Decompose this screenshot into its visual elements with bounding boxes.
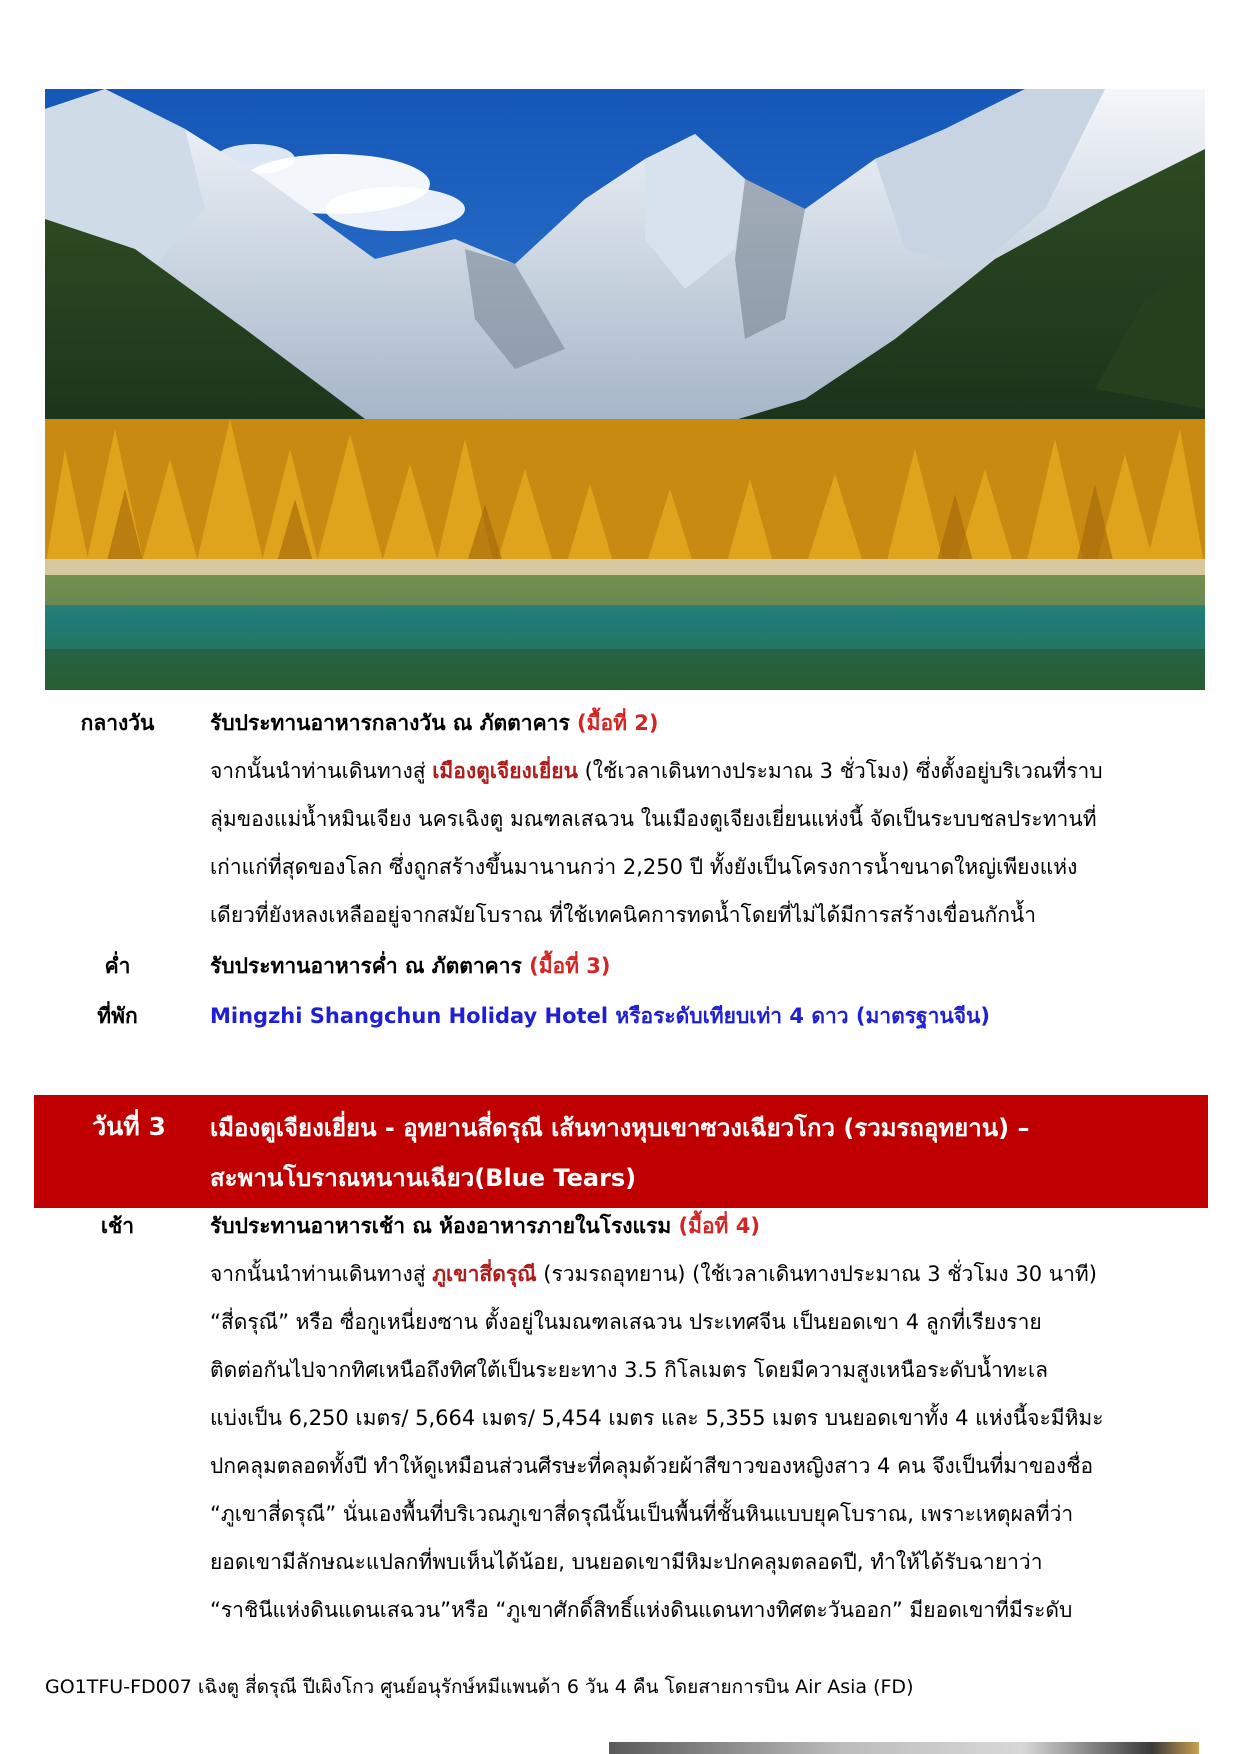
lunch-description — [210, 747, 1210, 939]
label-dinner: ค่ำ — [104, 954, 131, 978]
text-run: จากนั้นนำท่านเดินทางสู่ — [210, 759, 433, 783]
lunch-meal-text: รับประทานอาหารกลางวัน ณ ภัตตาคาร — [210, 711, 570, 735]
hotel-note: หรือระดับเทียบเท่า 4 ดาว (มาตรฐานจีน) — [608, 1004, 990, 1028]
lunch-meal-line — [210, 710, 1210, 736]
day-label: วันที่ 3 — [92, 1112, 166, 1141]
text-run: (รวมรถอุทยาน) (ใช้เวลาเดินทางประมาณ 3 ชั่วโมง 30 นาที) — [536, 1262, 1097, 1286]
morning-meal-line — [210, 1213, 1210, 1239]
hotel-name: Mingzhi Shangchun Holiday Hotel — [210, 1004, 609, 1028]
morning-meal-text: รับประทานอาหารเช้า ณ ห้องอาหารภายในโรงแรม — [210, 1214, 672, 1238]
dinner-meal-number: (มื้อที่ 3) — [529, 954, 611, 978]
day-title — [210, 1103, 1200, 1203]
label-morning: เช้า — [100, 1214, 135, 1238]
lunch-meal-number: (มื้อที่ 2) — [577, 711, 659, 735]
hotel-line — [210, 1003, 1210, 1029]
morning-meal-number: (มื้อที่ 4) — [678, 1214, 760, 1238]
paragraph-line: “ราชินีแห่งดินแดนเสฉวน”หรือ “ภูเขาศักดิ์สิทธิ์แห่งดินแดนทางทิศตะวันออก” มียอดเขาที่มีระดับ — [210, 1598, 1073, 1622]
next-page-photo-edge — [609, 1742, 1199, 1754]
label-hotel: ที่พัก — [97, 1004, 138, 1028]
paragraph-line: ปกคลุมตลอดทั้งปี ทำให้ดูเหมือนส่วนศีรษะที่คลุมด้วยผ้าสีขาวของหญิงสาว 4 คน จึงเป็นที่มาของชื่อ — [210, 1454, 1094, 1478]
paragraph-line — [210, 1250, 1210, 1298]
paragraph-line — [210, 747, 1210, 795]
paragraph-line: “ภูเขาสี่ดรุณี” นั่นเองพื้นที่บริเวณภูเขาสี่ดรุณีนั้นเป็นพื้นที่ชั้นหินแบบยุคโบราณ, เพราะเหตุผลที่ว่า — [210, 1502, 1074, 1526]
morning-description — [210, 1250, 1210, 1634]
day-title-line: สะพานโบราณหนานเฉียว(Blue Tears) — [210, 1164, 637, 1192]
paragraph-line: เดียวที่ยังหลงเหลืออยู่จากสมัยโบราณ ที่ใช้เทคนิคการทดน้ำโดยที่ไม่ได้มีการสร้างเขื่อนกักน้ำ — [210, 903, 1037, 927]
dinner-meal-text: รับประทานอาหารค่ำ ณ ภัตตาคาร — [210, 954, 522, 978]
text-run: (ใช้เวลาเดินทางประมาณ 3 ชั่วโมง) ซึ่งตั้งอยู่บริเวณที่ราบ — [577, 759, 1103, 783]
paragraph-line: แบ่งเป็น 6,250 เมตร/ 5,664 เมตร/ 5,454 เมตร และ 5,355 เมตร บนยอดเขาทั้ง 4 แห่งนี้จะมีหิมะ — [210, 1406, 1104, 1430]
text-run: จากนั้นนำท่านเดินทางสู่ — [210, 1262, 433, 1286]
dinner-meal-line — [210, 953, 1210, 979]
paragraph-line: ลุ่มของแม่น้ำหมินเจียง นครเฉิงตู มณฑลเสฉวน ในเมืองตูเจียงเยี่ยนแห่งนี้ จัดเป็นระบบชลประทานที่ — [210, 807, 1097, 831]
label-lunch: กลางวัน — [80, 711, 155, 735]
day-title-line: เมืองตูเจียงเยี่ยน - อุทยานสี่ดรุณี เส้นทางหุบเขาซวงเฉียวโกว (รวมรถอุทยาน) – — [210, 1114, 1030, 1142]
destination-highlight: ภูเขาสี่ดรุณี — [432, 1262, 537, 1286]
page-footer: GO1TFU-FD007 เฉิงตู สี่ดรุณี ปีเผิงโกว ศูนย์อนุรักษ์หมีแพนด้า 6 วัน 4 คืน โดยสายการบิน Air Asia (FD) — [45, 1676, 914, 1698]
paragraph-line: ยอดเขามีลักษณะแปลกที่พบเห็นได้น้อย, บนยอดเขามีหิมะปกคลุมตลอดปี, ทำให้ได้รับฉายาว่า — [210, 1550, 1043, 1574]
day-header-band — [34, 1095, 1208, 1208]
paragraph-line: เก่าแก่ที่สุดของโลก ซึ่งถูกสร้างขึ้นมานานกว่า 2,250 ปี ทั้งยังเป็นโครงการน้ำขนาดใหญ่เพียงแห่ง — [210, 855, 1078, 879]
paragraph-line: ติดต่อกันไปจากทิศเหนือถึงทิศใต้เป็นระยะทาง 3.5 กิโลเมตร โดยมีความสูงเหนือระดับน้ำทะเล — [210, 1358, 1049, 1382]
hero-landscape-photo — [45, 89, 1205, 690]
paragraph-line: “สี่ดรุณี” หรือ ซื่อกูเหนี่ยงซาน ตั้งอยู่ในมณฑลเสฉวน ประเทศจีน เป็นยอดเขา 4 ลูกที่เรียงราย — [210, 1310, 1042, 1334]
destination-highlight: เมืองตูเจียงเยี่ยน — [432, 759, 578, 783]
